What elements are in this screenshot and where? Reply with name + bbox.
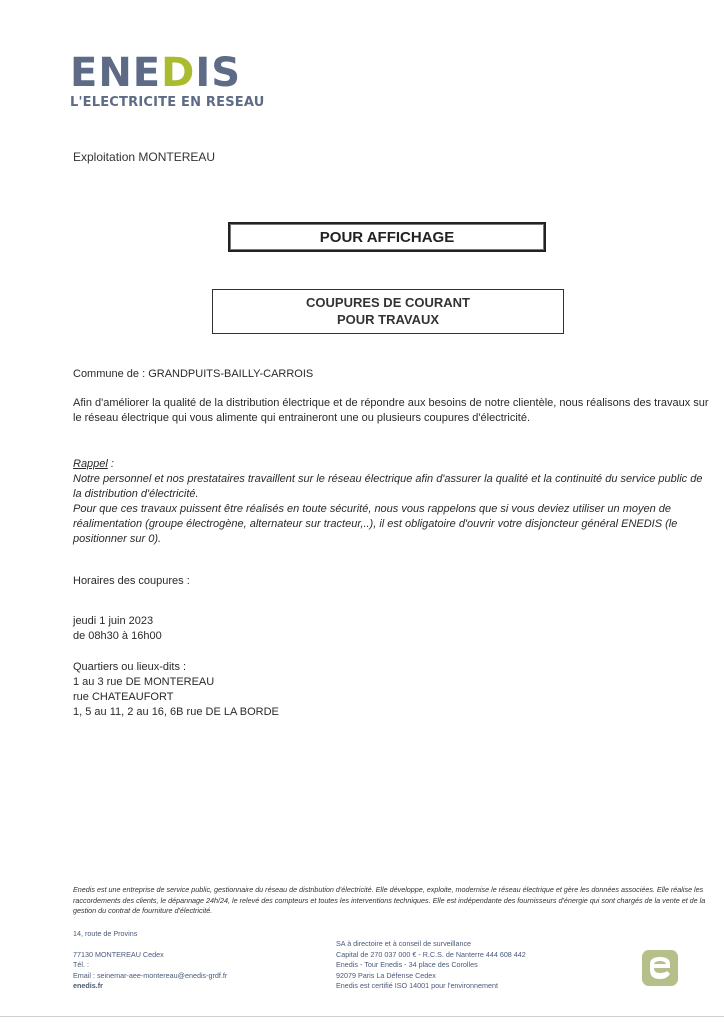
rappel-line2: Pour que ces travaux puissent être réalisés en toute sécurité, nous vous rappelons que si vous deviez utiliser un moyen de réalimentation (groupe électrogène, alternateur sur tracteur,..), il est obligatoire d'ouvrir votre disjoncteur général ENEDIS (le positionner sur 0).	[73, 503, 678, 545]
footer-legal-line: SA à directoire et à conseil de surveillance	[336, 939, 472, 948]
footer-address-line1: 14, route de Provins	[73, 929, 138, 938]
footer-address-line2: 77130 MONTEREAU Cedex	[73, 949, 164, 959]
rappel-heading: Rappel :	[73, 458, 114, 470]
schedule-date: jeudi 1 juin 2023	[73, 615, 154, 627]
notice-title-line2: POUR TRAVAUX	[336, 312, 440, 327]
rappel-title: Rappel	[73, 458, 108, 470]
banner-box	[228, 222, 546, 252]
footer-legal	[336, 939, 526, 992]
notice-title-line1: COUPURES DE COURANT	[306, 295, 470, 310]
footer-email: Email : seinemar-aee-montereau@enedis-grdf.fr	[73, 970, 228, 980]
logo-tagline: L'ELECTRICITE EN RESEAU	[70, 95, 265, 110]
quartiers-block	[73, 660, 279, 720]
footer-tel: Tél. :	[73, 960, 89, 969]
schedule-block	[73, 614, 162, 644]
footer-legal-line: Enedis - Tour Enedis - 34 place des Corolles	[336, 960, 478, 969]
footer-contact	[73, 929, 227, 992]
notice-title-box	[212, 289, 564, 334]
horaires-label: Horaires des coupures :	[73, 575, 190, 587]
banner-title: POUR AFFICHAGE	[319, 228, 455, 246]
enedis-logo	[70, 52, 264, 110]
logo-wordmark: ENEDIS	[70, 50, 242, 96]
rappel-line1: Notre personnel et nos prestataires travaillent sur le réseau électrique afin d'assurer la qualité et la continuité du service public de la distribution d'électricité.	[73, 473, 703, 500]
intro-paragraph: Afin d'améliorer la qualité de la distribution électrique et de répondre aux besoins de notre clientèle, nous réalisons des travaux sur le réseau électrique qui vous alimente qui entraineront une ou plusieurs coupures d'électricité.	[73, 397, 709, 424]
footer-website: enedis.fr	[73, 981, 103, 990]
quartier-item: rue CHATEAUFORT	[73, 691, 174, 703]
footer-disclaimer: Enedis est une entreprise de service public, gestionnaire du réseau de distribution d'électricité. Elle développe, exploite, modernise le réseau électrique et gère les données associées. Elle réalise les raccordements des clients, le dépannage 24h/24, le relevé des compteurs et toutes les interventions techniques. Elle est indépendante des fournisseurs d'énergie qui sont chargés de la vente et de la gestion du contrat de fourniture d'électricité.	[73, 885, 706, 915]
footer-legal-line: 92079 Paris La Défense Cedex	[336, 970, 436, 980]
schedule-time: de 08h30 à 16h00	[73, 630, 162, 642]
quartier-item: 1 au 3 rue DE MONTEREAU	[73, 676, 215, 688]
exploitation-label: Exploitation MONTEREAU	[73, 150, 216, 164]
quartier-item: 1, 5 au 11, 2 au 16, 6B rue DE LA BORDE	[73, 706, 279, 718]
enedis-e-emblem-svg	[640, 948, 680, 988]
footer-legal-line: Capital de 270 037 000 € - R.C.S. de Nanterre 444 608 442	[336, 949, 526, 959]
quartiers-label: Quartiers ou lieux-dits :	[73, 661, 187, 673]
commune-line: Commune de : GRANDPUITS-BAILLY-CARROIS	[73, 368, 314, 380]
rappel-section	[73, 457, 713, 547]
enedis-e-emblem-icon	[640, 948, 680, 988]
bottom-rule	[0, 1016, 724, 1017]
footer-legal-line: Enedis est certifié ISO 14001 pour l'environnement	[336, 981, 498, 990]
